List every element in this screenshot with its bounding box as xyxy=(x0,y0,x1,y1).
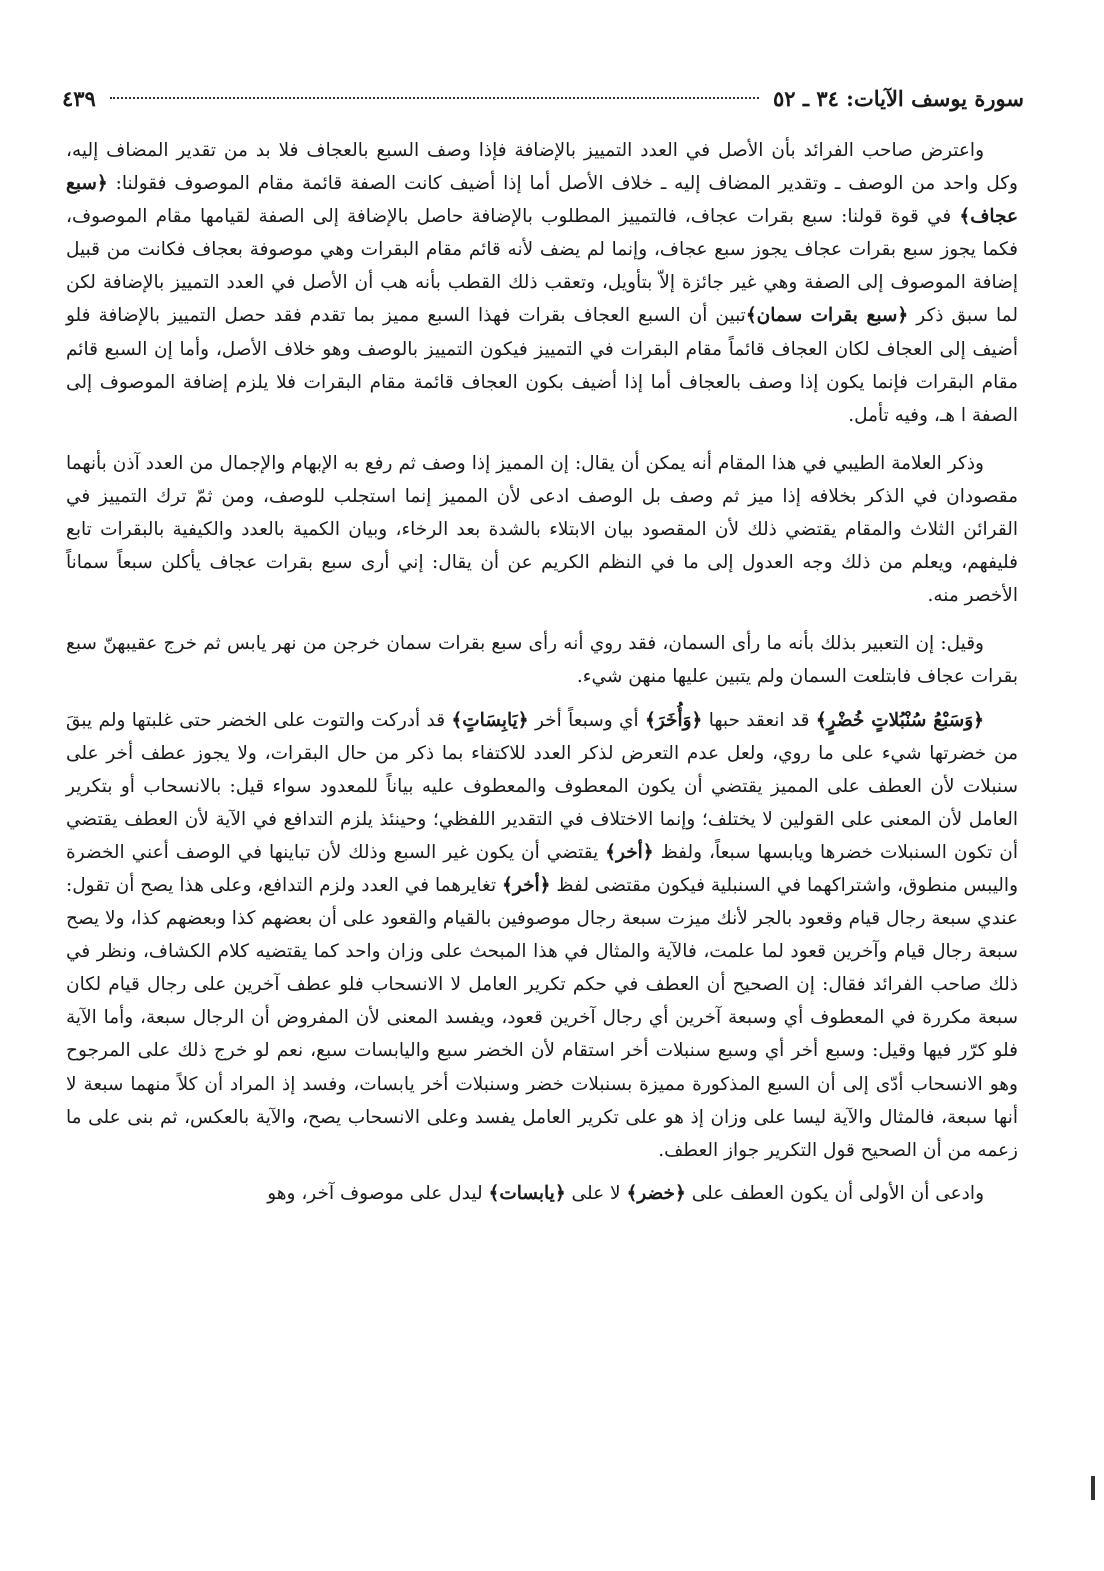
text-segment: أي وسبعاً أخر xyxy=(528,709,645,731)
paragraph xyxy=(66,134,1018,432)
paragraph xyxy=(66,1177,1018,1210)
text-segment: ليدل على موصوف آخر، وهو xyxy=(267,1182,489,1204)
quran-quote: ﴿سبع بقرات سمان﴾ xyxy=(745,305,909,327)
text-segment: قد أدركت والتوت على الخضر حتى غلبتها ولم يبقَ من خضرتها شيء على ما روي، ولعل عدم التعرض لذكر العدد للاكتفاء بما ذكر من حال البقرات، ولا يجوز عطف أخر على سنبلات لأن العطف على المميز يقتضي أن يكون المعطوف والمعطوف عليه بياناً للمعدود سواء قيل: بالانسحاب أو بتكرير العامل لأن المعنى على القولين لا يختلف؛ وإنما الاختلاف في التقدير اللفظي؛ وحينئذ يلزم التدافع في الآية لأن العطف يقتضي أن تكون السنبلات خضرها ويابسها سبعاً، ولفظ xyxy=(66,709,1018,863)
quran-quote: ﴿أخر﴾ xyxy=(502,874,551,896)
quran-quote: ﴿وَسَبْعُ سُنْبُلاتٍ خُضْرٍ﴾ xyxy=(815,709,984,731)
text-segment: لا على xyxy=(565,1182,627,1204)
dotted-leader xyxy=(110,97,759,99)
text-segment: وذكر العلامة الطيبي في هذا المقام أنه يمكن أن يقال: إن المميز إذا وصف ثم رفع به الإبهام والإجمال من العدد آذن بأنهما مقصودان في الذكر بخلافه إذا ميز ثم وصف بل الوصف ادعى لأن المميز إنما استجلب للوصف، ومن ثمّ ترك التمييز في القرائن الثلاث والمقام يقتضي ذلك لأن المقصود بيان الابتلاء بالشدة بعد الرخاء، وبيان الكمية بالعدد والكيفية بالبقرات تابع فليفهم، ويعلم من ذلك وجه العدول إلى ما في النظم الكريم عن أن يقال: إني أرى سبع بقرات عجاف يأكلن سبعاً سماناً الأخصر منه. xyxy=(66,452,1018,607)
text-segment: تبين أن السبع العجاف بقرات فهذا السبع مميز بما تقدم فقد حصل التمييز بالإضافة فلو أضيف إلى العجاف لكان العجاف قائماً مقام البقرات في التمييز فيكون التمييز بالوصف وهو خلاف الأصل، وأما إن السبع قائم مقام البقرات فإنما يكون إذا وصف بالعجاف أما إذا أضيف بكون العجاف قائمة مقام البقرات فلا يلزم إضافة الموصوف إلى الصفة ا هـ، وفيه تأمل. xyxy=(66,305,1018,426)
text-segment: تغايرهما في العدد ولزم التدافع، وعلى هذا يصح أن تقول: عندي سبعة رجال قيام وقعود بالجر لأنك ميزت سبعة رجال موصوفين بالقيام والقعود على أن بعضهم كذا وبعضهم كذا، ولا يصح سبعة رجال قيام وآخرين قعود لما علمت، فالآية والمثال في هذا المبحث على وزان واحد كما يقتضيه كلام الكشاف، ونظر في ذلك صاحب الفرائد فقال: إن الصحيح أن العطف في حكم تكرير العامل لا الانسحاب فلو عطف آخرين على رجال قيام لكان سبعة مكررة في المعطوف أي وسبعة آخرين أي رجال آخرين قعود، ويفسد المعنى لأن المفروض أن الرجال سبعة، وأما الآية فلو كرّر فيها وقيل: وسبع أخر أي وسبع سنبلات أخر استقام لأن الخضر سبع واليابسات سبع، نعم لو خرج ذلك على المرجوح وهو الانسحاب أدّى إلى أن السبع المذكورة مميزة بسنبلات خضر وسنبلات أخر يابسات، وفسد إذ المراد أن كلاً منهما سبعة لا أنها سبعة، فالمثال والآية ليسا على وزان إذ هو على تكرير العامل يفسد وعلى الانسحاب يصح، والآية بالعكس، ثم بنى على ما زعمه من أن الصحيح قول التكرير جواز العطف. xyxy=(66,874,1018,1161)
surah-title: سورة يوسف الآيات: ٣٤ ـ ٥٢ xyxy=(772,85,1024,111)
text-segment: وقيل: إن التعبير بذلك بأنه ما رأى السمان، فقد روي أنه رأى سبع بقرات سمان خرجن من نهر يابس ثم خرج عقيبهنّ سبع بقرات عجاف فابتلعت السمان ولم يتبين عليها منهن شيء. xyxy=(66,633,1018,688)
quran-quote: ﴿أخر﴾ xyxy=(605,841,654,863)
text-segment: وادعى أن الأولى أن يكون العطف على xyxy=(685,1182,984,1204)
quran-quote: ﴿سبع عجاف﴾ xyxy=(66,173,1018,228)
paragraph xyxy=(66,627,1018,693)
page-number: ٤٣٩ xyxy=(62,85,96,111)
quran-quote: ﴿وَأُخَرَ﴾ xyxy=(644,709,703,731)
paragraph xyxy=(66,704,1018,1167)
quran-quote: ﴿يَابِسَاتٍ﴾ xyxy=(451,709,529,731)
running-header xyxy=(62,78,1024,118)
text-segment: يقتضي أن يكون غير السبع وذلك لأن تباينها في الوصف أعني الخضرة واليبس منطوق، واشتراكهما في السنبلية فيكون مقتضى لفظ xyxy=(66,841,1019,896)
text-segment: واعترض صاحب الفرائد بأن الأصل في العدد التمييز بالإضافة فإذا وصف السبع بالعجاف فلا بد من تقدير المضاف إليه، وكل واحد من الوصف ـ وتقدير المضاف إليه ـ خلاف الأصل أما إذا أضيف كانت الصفة قائمة مقام الموصوف فقولنا: xyxy=(66,140,1018,195)
text-segment: في قوة قولنا: سبع بقرات عجاف، فالتمييز المطلوب بالإضافة حاصل بالإضافة إلى الصفة لقيامها مقام الموصوف، فكما يجوز سبع بقرات عجاف يجوز سبع عجاف، وإنما لم يضف لأنه قائم مقام البقرات وهي موصوفة بعجاف فكانت من قبيل إضافة الموصوف إلى الصفة وهي غير جائزة إلاّ بتأويل، وتعقب ذلك القطب بأنه هب أن الأصل في العدد التمييز بالإضافة لكن لما سبق ذكر xyxy=(66,206,1018,327)
quran-quote: ﴿خضر﴾ xyxy=(626,1182,686,1204)
quran-quote: ﴿يابسات﴾ xyxy=(488,1182,566,1204)
paragraph xyxy=(66,447,1018,612)
page-body xyxy=(66,134,1018,1225)
margin-mark xyxy=(1091,1476,1095,1500)
text-segment: قد انعقد حبها xyxy=(702,709,816,731)
